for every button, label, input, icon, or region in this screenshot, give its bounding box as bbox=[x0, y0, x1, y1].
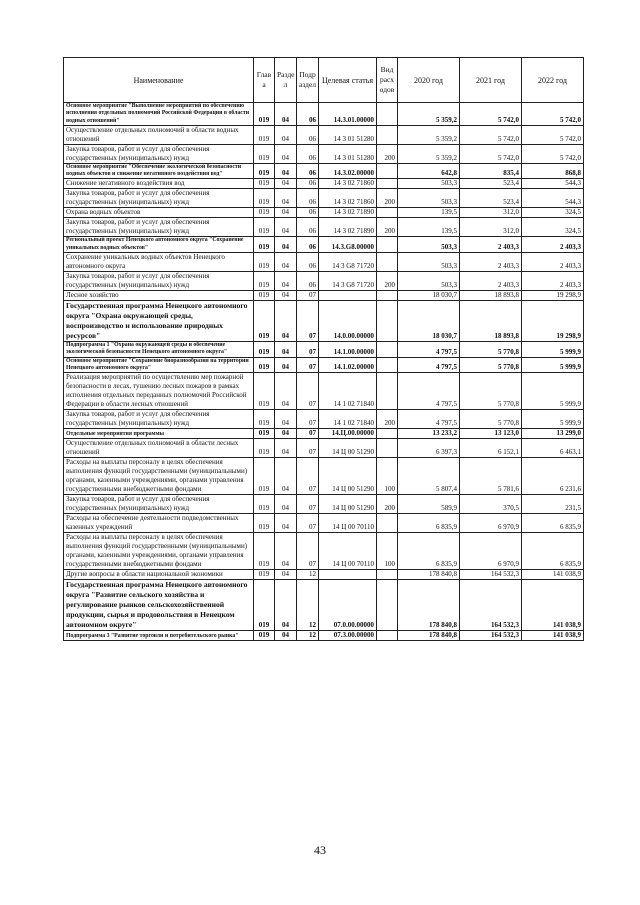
cell-target-article: 14.Ц.00.00000 bbox=[319, 429, 377, 439]
table-row bbox=[64, 429, 584, 439]
cell-name: Подпрограмма 1 "Охрана окружающей среды и обеспечение экологической безопасности Ненецкого автономного округа" bbox=[64, 342, 254, 358]
cell-target-article: 14 3 G8 71720 bbox=[319, 253, 377, 272]
cell-podrazdel: 07 bbox=[297, 301, 319, 342]
cell-amount-2022: 19 298,9 bbox=[522, 291, 584, 301]
cell-expense-type: 200 bbox=[377, 189, 398, 208]
cell-amount-2021: 6 970,9 bbox=[460, 533, 522, 570]
cell-target-article: 14.0.00.00000 bbox=[319, 301, 377, 342]
cell-podrazdel: 07 bbox=[297, 533, 319, 570]
cell-podrazdel: 06 bbox=[297, 125, 319, 144]
cell-target-article: 07.3.00.00000 bbox=[319, 631, 377, 641]
cell-podrazdel: 07 bbox=[297, 291, 319, 301]
cell-amount-2021: 5 770,8 bbox=[460, 342, 522, 358]
cell-amount-2020: 503,3 bbox=[398, 189, 460, 208]
cell-amount-2021: 5 770,8 bbox=[460, 357, 522, 373]
cell-glava: 019 bbox=[254, 301, 275, 342]
col-header-glava: Глав а bbox=[254, 58, 275, 103]
cell-podrazdel: 07 bbox=[297, 429, 319, 439]
cell-amount-2022: 13 299,0 bbox=[522, 429, 584, 439]
cell-glava: 019 bbox=[254, 218, 275, 237]
cell-amount-2021: 370,5 bbox=[460, 495, 522, 514]
cell-name: Расходы на выплаты персоналу в целях обеспечения выполнения функций государственными (муниципальными) органами, казенными учреждениями, органами управления государственными внебюджетными фондами bbox=[64, 533, 254, 570]
cell-razdel: 04 bbox=[275, 439, 297, 458]
cell-amount-2021: 2 403,3 bbox=[460, 272, 522, 291]
cell-expense-type bbox=[377, 103, 398, 126]
table-row bbox=[64, 189, 584, 208]
cell-amount-2021: 5 742,0 bbox=[460, 125, 522, 144]
cell-amount-2022: 5 999,9 bbox=[522, 410, 584, 429]
cell-razdel: 04 bbox=[275, 514, 297, 533]
col-header-podrazdel: Подр аздел bbox=[297, 58, 319, 103]
col-header-name: Наименование bbox=[64, 58, 254, 103]
cell-amount-2020: 5 359,2 bbox=[398, 144, 460, 163]
cell-name: Подпрограмма 3 "Развитие торговли и потребительского рынка" bbox=[64, 631, 254, 641]
cell-amount-2022: 19 298,9 bbox=[522, 301, 584, 342]
cell-amount-2022: 544,3 bbox=[522, 189, 584, 208]
cell-podrazdel: 07 bbox=[297, 495, 319, 514]
cell-razdel: 04 bbox=[275, 580, 297, 631]
cell-amount-2020: 4 797,5 bbox=[398, 357, 460, 373]
col-header-razdel: Разде л bbox=[275, 58, 297, 103]
cell-amount-2020: 589,9 bbox=[398, 495, 460, 514]
table-row bbox=[64, 439, 584, 458]
cell-podrazdel: 12 bbox=[297, 631, 319, 641]
cell-target-article bbox=[319, 291, 377, 301]
cell-expense-type: 200 bbox=[377, 272, 398, 291]
cell-podrazdel: 06 bbox=[297, 218, 319, 237]
cell-target-article: 14 1 02 71840 bbox=[319, 410, 377, 429]
table-body bbox=[64, 103, 584, 641]
cell-razdel: 04 bbox=[275, 410, 297, 429]
cell-amount-2022: 231,5 bbox=[522, 495, 584, 514]
cell-glava: 019 bbox=[254, 291, 275, 301]
cell-amount-2021: 312,0 bbox=[460, 208, 522, 218]
cell-amount-2021: 5 770,8 bbox=[460, 410, 522, 429]
cell-target-article: 14.1.00.00000 bbox=[319, 342, 377, 358]
cell-podrazdel: 06 bbox=[297, 189, 319, 208]
cell-amount-2022: 141 038,9 bbox=[522, 580, 584, 631]
cell-podrazdel: 07 bbox=[297, 458, 319, 495]
cell-amount-2021: 6 152,1 bbox=[460, 439, 522, 458]
cell-razdel: 04 bbox=[275, 429, 297, 439]
cell-name: Государственная программа Ненецкого автономного округа "Развитие сельского хозяйства и регулирование рынков сельскохозяйственной продукции, сырья и продовольствия в Ненецком автономном округе" bbox=[64, 580, 254, 631]
table-row bbox=[64, 357, 584, 373]
cell-amount-2020: 18 030,7 bbox=[398, 301, 460, 342]
cell-amount-2020: 503,3 bbox=[398, 253, 460, 272]
cell-podrazdel: 06 bbox=[297, 237, 319, 253]
cell-amount-2020: 178 840,8 bbox=[398, 631, 460, 641]
cell-razdel: 04 bbox=[275, 533, 297, 570]
cell-glava: 019 bbox=[254, 495, 275, 514]
cell-glava: 019 bbox=[254, 237, 275, 253]
cell-podrazdel: 06 bbox=[297, 208, 319, 218]
cell-glava: 019 bbox=[254, 631, 275, 641]
cell-name: Основное мероприятие "Сохранение биоразнообразия на территории Ненецкого автономного округа" bbox=[64, 357, 254, 373]
table-row bbox=[64, 291, 584, 301]
cell-glava: 019 bbox=[254, 580, 275, 631]
cell-name: Реализация мероприятий по осуществлению мер пожарной безопасности в лесах, тушению лесных пожаров в рамках исполнения отдельных переданных полномочий Российской Федерации в области лесных отношений bbox=[64, 373, 254, 410]
cell-glava: 019 bbox=[254, 125, 275, 144]
cell-name: Закупка товаров, работ и услуг для обеспечения государственных (муниципальных) нужд bbox=[64, 144, 254, 163]
cell-amount-2020: 18 030,7 bbox=[398, 291, 460, 301]
cell-expense-type bbox=[377, 253, 398, 272]
cell-razdel: 04 bbox=[275, 495, 297, 514]
header-row bbox=[64, 58, 584, 103]
cell-amount-2021: 13 123,0 bbox=[460, 429, 522, 439]
cell-amount-2020: 139,5 bbox=[398, 218, 460, 237]
table-row bbox=[64, 301, 584, 342]
cell-expense-type bbox=[377, 429, 398, 439]
cell-amount-2021: 5 742,0 bbox=[460, 144, 522, 163]
cell-glava: 019 bbox=[254, 357, 275, 373]
cell-name: Закупка товаров, работ и услуг для обеспечения государственных (муниципальных) нужд bbox=[64, 495, 254, 514]
cell-name: Закупка товаров, работ и услуг для обеспечения государственных (муниципальных) нужд bbox=[64, 189, 254, 208]
cell-expense-type bbox=[377, 163, 398, 179]
cell-amount-2020: 13 233,2 bbox=[398, 429, 460, 439]
cell-glava: 019 bbox=[254, 439, 275, 458]
cell-name: Отдельные мероприятия программы bbox=[64, 429, 254, 439]
col-header-vid: Вид расх одов bbox=[377, 58, 398, 103]
budget-sheet bbox=[63, 57, 583, 641]
cell-podrazdel: 06 bbox=[297, 179, 319, 189]
cell-target-article: 07.0.00.00000 bbox=[319, 580, 377, 631]
cell-target-article: 14.3.G8.00000 bbox=[319, 237, 377, 253]
cell-amount-2022: 5 999,9 bbox=[522, 342, 584, 358]
cell-amount-2022: 6 835,9 bbox=[522, 533, 584, 570]
table-row bbox=[64, 272, 584, 291]
cell-glava: 019 bbox=[254, 208, 275, 218]
table-row bbox=[64, 410, 584, 429]
table-row bbox=[64, 144, 584, 163]
cell-razdel: 04 bbox=[275, 570, 297, 580]
table-row bbox=[64, 533, 584, 570]
cell-amount-2022: 2 403,3 bbox=[522, 237, 584, 253]
cell-amount-2021: 5 742,0 bbox=[460, 103, 522, 126]
cell-name: Закупка товаров, работ и услуг для обеспечения государственных (муниципальных) нужд bbox=[64, 218, 254, 237]
cell-amount-2022: 6 463,1 bbox=[522, 439, 584, 458]
budget-table bbox=[63, 57, 584, 641]
cell-amount-2021: 5 781,6 bbox=[460, 458, 522, 495]
cell-name: Сохранение уникальных водных объектов Ненецкого автономного округа bbox=[64, 253, 254, 272]
cell-amount-2020: 139,5 bbox=[398, 208, 460, 218]
cell-razdel: 04 bbox=[275, 237, 297, 253]
cell-expense-type bbox=[377, 373, 398, 410]
cell-razdel: 04 bbox=[275, 631, 297, 641]
table-row bbox=[64, 514, 584, 533]
cell-podrazdel: 12 bbox=[297, 570, 319, 580]
cell-glava: 019 bbox=[254, 272, 275, 291]
cell-amount-2020: 178 840,8 bbox=[398, 570, 460, 580]
cell-expense-type bbox=[377, 237, 398, 253]
cell-expense-type bbox=[377, 301, 398, 342]
cell-name: Региональный проект Ненецкого автономного округа "Сохранение уникальных водных объектов" bbox=[64, 237, 254, 253]
cell-target-article: 14 3 02 71890 bbox=[319, 208, 377, 218]
cell-expense-type bbox=[377, 580, 398, 631]
cell-name: Осуществление отдельных полномочий в области водных отношений bbox=[64, 125, 254, 144]
cell-razdel: 04 bbox=[275, 163, 297, 179]
table-row bbox=[64, 163, 584, 179]
cell-target-article: 14 3 02 71860 bbox=[319, 189, 377, 208]
cell-amount-2022: 5 999,9 bbox=[522, 373, 584, 410]
cell-razdel: 04 bbox=[275, 103, 297, 126]
cell-expense-type: 200 bbox=[377, 410, 398, 429]
cell-expense-type bbox=[377, 357, 398, 373]
cell-amount-2020: 6 835,9 bbox=[398, 514, 460, 533]
cell-podrazdel: 07 bbox=[297, 342, 319, 358]
cell-expense-type bbox=[377, 208, 398, 218]
col-header-2021: 2021 год bbox=[460, 58, 522, 103]
cell-amount-2020: 5 359,2 bbox=[398, 103, 460, 126]
cell-amount-2022: 5 742,0 bbox=[522, 103, 584, 126]
cell-podrazdel: 07 bbox=[297, 514, 319, 533]
cell-target-article: 14 1 02 71840 bbox=[319, 373, 377, 410]
col-header-statya: Целевая статья bbox=[319, 58, 377, 103]
cell-amount-2020: 4 797,5 bbox=[398, 410, 460, 429]
cell-razdel: 04 bbox=[275, 458, 297, 495]
cell-glava: 019 bbox=[254, 179, 275, 189]
cell-expense-type: 200 bbox=[377, 495, 398, 514]
cell-amount-2022: 141 038,9 bbox=[522, 570, 584, 580]
cell-podrazdel: 06 bbox=[297, 144, 319, 163]
table-row bbox=[64, 125, 584, 144]
cell-amount-2020: 4 797,5 bbox=[398, 373, 460, 410]
cell-razdel: 04 bbox=[275, 373, 297, 410]
cell-target-article: 14.3.02.00000 bbox=[319, 163, 377, 179]
cell-amount-2022: 5 742,0 bbox=[522, 144, 584, 163]
cell-amount-2021: 6 970,9 bbox=[460, 514, 522, 533]
cell-razdel: 04 bbox=[275, 272, 297, 291]
cell-expense-type: 100 bbox=[377, 458, 398, 495]
cell-razdel: 04 bbox=[275, 208, 297, 218]
table-row bbox=[64, 253, 584, 272]
cell-name: Расходы на обеспечение деятельности подведомственных казенных учреждений bbox=[64, 514, 254, 533]
cell-glava: 019 bbox=[254, 103, 275, 126]
cell-amount-2021: 164 532,3 bbox=[460, 570, 522, 580]
cell-name: Основное мероприятие "Обеспечение экологической безопасности водных объектов и снижение негативного воздействия вод" bbox=[64, 163, 254, 179]
cell-podrazdel: 07 bbox=[297, 439, 319, 458]
cell-amount-2021: 2 403,3 bbox=[460, 237, 522, 253]
cell-glava: 019 bbox=[254, 570, 275, 580]
cell-razdel: 04 bbox=[275, 218, 297, 237]
col-header-2022: 2022 год bbox=[522, 58, 584, 103]
cell-amount-2021: 312,0 bbox=[460, 218, 522, 237]
cell-amount-2020: 503,3 bbox=[398, 237, 460, 253]
cell-podrazdel: 06 bbox=[297, 253, 319, 272]
cell-amount-2021: 523,4 bbox=[460, 179, 522, 189]
cell-target-article: 14 Ц 00 70110 bbox=[319, 514, 377, 533]
cell-target-article: 14 Ц 00 70110 bbox=[319, 533, 377, 570]
cell-glava: 019 bbox=[254, 163, 275, 179]
cell-expense-type bbox=[377, 291, 398, 301]
cell-amount-2022: 324,5 bbox=[522, 218, 584, 237]
cell-podrazdel: 06 bbox=[297, 163, 319, 179]
cell-expense-type bbox=[377, 631, 398, 641]
cell-amount-2020: 6 397,3 bbox=[398, 439, 460, 458]
cell-expense-type bbox=[377, 514, 398, 533]
cell-glava: 019 bbox=[254, 342, 275, 358]
table-row bbox=[64, 458, 584, 495]
cell-expense-type bbox=[377, 570, 398, 580]
cell-amount-2020: 6 835,9 bbox=[398, 533, 460, 570]
cell-razdel: 04 bbox=[275, 342, 297, 358]
table-row bbox=[64, 103, 584, 126]
cell-amount-2022: 6 835,9 bbox=[522, 514, 584, 533]
cell-target-article: 14 3 G8 71720 bbox=[319, 272, 377, 291]
cell-amount-2022: 324,5 bbox=[522, 208, 584, 218]
cell-name: Закупка товаров, работ и услуг для обеспечения государственных (муниципальных) нужд bbox=[64, 410, 254, 429]
table-row bbox=[64, 342, 584, 358]
cell-amount-2022: 544,3 bbox=[522, 179, 584, 189]
cell-glava: 019 bbox=[254, 373, 275, 410]
cell-amount-2022: 6 231,6 bbox=[522, 458, 584, 495]
cell-amount-2022: 141 038,9 bbox=[522, 631, 584, 641]
table-row bbox=[64, 208, 584, 218]
cell-amount-2021: 523,4 bbox=[460, 189, 522, 208]
cell-expense-type bbox=[377, 342, 398, 358]
cell-expense-type bbox=[377, 179, 398, 189]
table-row bbox=[64, 218, 584, 237]
cell-razdel: 04 bbox=[275, 291, 297, 301]
cell-target-article: 14 3 02 71890 bbox=[319, 218, 377, 237]
cell-amount-2021: 18 893,8 bbox=[460, 301, 522, 342]
cell-amount-2020: 178 840,8 bbox=[398, 580, 460, 631]
cell-glava: 019 bbox=[254, 253, 275, 272]
cell-razdel: 04 bbox=[275, 179, 297, 189]
cell-amount-2020: 642,8 bbox=[398, 163, 460, 179]
cell-amount-2020: 5 807,4 bbox=[398, 458, 460, 495]
cell-target-article: 14 3 01 51280 bbox=[319, 125, 377, 144]
cell-glava: 019 bbox=[254, 458, 275, 495]
cell-expense-type: 100 bbox=[377, 533, 398, 570]
cell-amount-2020: 503,3 bbox=[398, 179, 460, 189]
cell-name: Другие вопросы в области национальной экономики bbox=[64, 570, 254, 580]
cell-razdel: 04 bbox=[275, 253, 297, 272]
cell-amount-2020: 503,3 bbox=[398, 272, 460, 291]
cell-target-article bbox=[319, 570, 377, 580]
cell-name: Осуществление отдельных полномочий в области лесных отношений bbox=[64, 439, 254, 458]
cell-name: Закупка товаров, работ и услуг для обеспечения государственных (муниципальных) нужд bbox=[64, 272, 254, 291]
cell-name: Основное мероприятие "Выполнение мероприятий по обеспечению исполнения отдельных полномочий Российской Федерации в области водных отношений" bbox=[64, 103, 254, 126]
cell-razdel: 04 bbox=[275, 144, 297, 163]
cell-target-article: 14 3 02 71860 bbox=[319, 179, 377, 189]
table-row bbox=[64, 237, 584, 253]
cell-name: Снижение негативного воздействия вод bbox=[64, 179, 254, 189]
cell-amount-2020: 5 359,2 bbox=[398, 125, 460, 144]
cell-podrazdel: 07 bbox=[297, 410, 319, 429]
cell-amount-2021: 5 770,8 bbox=[460, 373, 522, 410]
table-row bbox=[64, 373, 584, 410]
cell-expense-type bbox=[377, 439, 398, 458]
cell-glava: 019 bbox=[254, 189, 275, 208]
cell-expense-type: 200 bbox=[377, 218, 398, 237]
cell-amount-2022: 5 999,9 bbox=[522, 357, 584, 373]
table-row bbox=[64, 570, 584, 580]
cell-name: Лесное хозяйство bbox=[64, 291, 254, 301]
cell-glava: 019 bbox=[254, 410, 275, 429]
cell-razdel: 04 bbox=[275, 301, 297, 342]
cell-glava: 019 bbox=[254, 144, 275, 163]
cell-podrazdel: 06 bbox=[297, 272, 319, 291]
cell-podrazdel: 12 bbox=[297, 580, 319, 631]
page-number: 43 bbox=[314, 843, 326, 857]
cell-target-article: 14 Ц 00 51290 bbox=[319, 439, 377, 458]
cell-target-article: 14.3.01.00000 bbox=[319, 103, 377, 126]
cell-glava: 019 bbox=[254, 514, 275, 533]
table-row bbox=[64, 580, 584, 631]
cell-target-article: 14 Ц 00 51290 bbox=[319, 495, 377, 514]
table-row bbox=[64, 631, 584, 641]
cell-podrazdel: 07 bbox=[297, 357, 319, 373]
cell-amount-2020: 4 797,5 bbox=[398, 342, 460, 358]
cell-amount-2022: 868,8 bbox=[522, 163, 584, 179]
col-header-2020: 2020 год bbox=[398, 58, 460, 103]
cell-amount-2021: 164 532,3 bbox=[460, 580, 522, 631]
cell-podrazdel: 06 bbox=[297, 103, 319, 126]
cell-expense-type bbox=[377, 125, 398, 144]
cell-target-article: 14 Ц 00 51290 bbox=[319, 458, 377, 495]
cell-amount-2021: 18 893,8 bbox=[460, 291, 522, 301]
cell-podrazdel: 07 bbox=[297, 373, 319, 410]
cell-amount-2021: 2 403,3 bbox=[460, 253, 522, 272]
cell-amount-2022: 2 403,3 bbox=[522, 253, 584, 272]
cell-razdel: 04 bbox=[275, 189, 297, 208]
table-row bbox=[64, 179, 584, 189]
cell-glava: 019 bbox=[254, 533, 275, 570]
cell-amount-2021: 835,4 bbox=[460, 163, 522, 179]
cell-amount-2022: 5 742,0 bbox=[522, 125, 584, 144]
cell-name: Охрана водных объектов bbox=[64, 208, 254, 218]
cell-expense-type: 200 bbox=[377, 144, 398, 163]
cell-name: Расходы на выплаты персоналу в целях обеспечения выполнения функций государственными (муниципальными) органами, казенными учреждениями, органами управления государственными внебюджетными фондами bbox=[64, 458, 254, 495]
cell-razdel: 04 bbox=[275, 125, 297, 144]
table-row bbox=[64, 495, 584, 514]
cell-target-article: 14 3 01 51280 bbox=[319, 144, 377, 163]
cell-glava: 019 bbox=[254, 429, 275, 439]
cell-amount-2021: 164 532,3 bbox=[460, 631, 522, 641]
cell-amount-2022: 2 403,3 bbox=[522, 272, 584, 291]
cell-target-article: 14.1.02.00000 bbox=[319, 357, 377, 373]
cell-name: Государственная программа Ненецкого автономного округа "Охрана окружающей среды, воспроизводство и использование природных ресурсов" bbox=[64, 301, 254, 342]
cell-razdel: 04 bbox=[275, 357, 297, 373]
